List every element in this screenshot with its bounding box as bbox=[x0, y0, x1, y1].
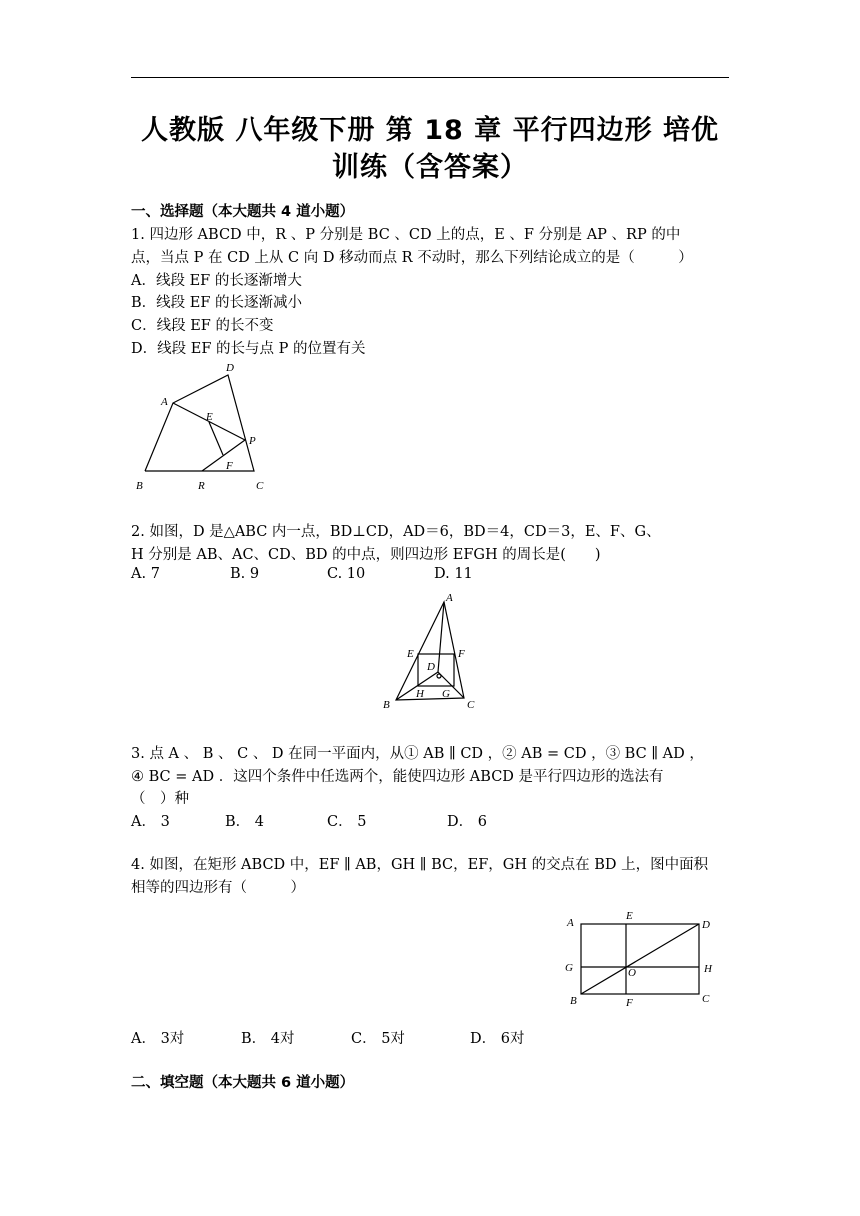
q2-line1: 2. 如图，D 是△ABC 内一点，BD⊥CD，AD＝6，BD＝4，CD＝3，E、F、G、 bbox=[131, 524, 661, 540]
q4-label-f: F bbox=[626, 997, 633, 1009]
q1-label-b: B bbox=[136, 480, 143, 492]
q4-label-h: H bbox=[704, 963, 712, 975]
q2-label-g: G bbox=[442, 688, 450, 700]
q1-label-r: R bbox=[198, 480, 205, 492]
header-rule bbox=[131, 77, 729, 78]
q4-label-b: B bbox=[570, 995, 577, 1007]
q1-label-d: D bbox=[226, 362, 234, 374]
q4-label-o: O bbox=[628, 967, 636, 979]
q2-right-angle-mark bbox=[437, 674, 441, 678]
q4-figure bbox=[560, 906, 720, 1011]
q4-line2: 相等的四边形有（ ） bbox=[131, 880, 305, 896]
q1-line2: 点，当点 P 在 CD 上从 C 向 D 移动而点 R 不动时，那么下列结论成立的是（ ） bbox=[131, 250, 693, 266]
q2-option-c: C. 10 bbox=[327, 566, 366, 582]
q4-label-e: E bbox=[626, 910, 633, 922]
q4-option-c: C． 5对 bbox=[351, 1031, 405, 1047]
q4-option-b: B． 4对 bbox=[241, 1031, 295, 1047]
q1-line1: 1. 四边形 ABCD 中，R 、P 分别是 BC 、CD 上的点，E 、F 分别是 AP 、RP 的中 bbox=[131, 227, 681, 243]
q2-option-a: A. 7 bbox=[131, 566, 160, 582]
q3-option-a: A． 3 bbox=[131, 814, 170, 830]
section1-heading: 一、选择题（本大题共 4 道小题） bbox=[131, 204, 355, 220]
q3-line3: （ ）种 bbox=[131, 791, 189, 807]
q4-segment-bd bbox=[581, 924, 699, 994]
q2-figure bbox=[378, 588, 488, 718]
q3-option-d: D． 6 bbox=[447, 814, 487, 830]
q1-label-p: P bbox=[249, 435, 256, 447]
q3-line2: ④ BC = AD ．这四个条件中任选两个，能使四边形 ABCD 是平行四边形的选法有 bbox=[131, 769, 664, 785]
q4-option-a: A． 3对 bbox=[131, 1031, 185, 1047]
q2-line2: H 分别是 AB、AC、CD、BD 的中点，则四边形 EFGH 的周长是( ) bbox=[131, 547, 601, 563]
q4-label-d: D bbox=[702, 919, 710, 931]
q1-quadrilateral-abcd bbox=[145, 375, 254, 471]
q1-option-c: C．线段 EF 的长不变 bbox=[131, 318, 274, 334]
q2-label-e: E bbox=[407, 648, 414, 660]
q1-option-d: D．线段 EF 的长与点 P 的位置有关 bbox=[131, 341, 366, 357]
q3-option-c: C． 5 bbox=[327, 814, 367, 830]
document-title-line2: 训练（含答案） bbox=[332, 152, 528, 183]
section2-heading: 二、填空题（本大题共 6 道小题） bbox=[131, 1075, 355, 1091]
q2-label-b: B bbox=[383, 699, 390, 711]
q1-option-b: B．线段 EF 的长逐渐减小 bbox=[131, 295, 303, 311]
q1-label-c: C bbox=[256, 480, 264, 492]
document-title-line1: 人教版 八年级下册 第 18 章 平行四边形 培优 bbox=[141, 115, 719, 146]
q1-option-a: A．线段 EF 的长逐渐增大 bbox=[131, 273, 302, 289]
q3-option-b: B． 4 bbox=[225, 814, 264, 830]
q4-line1: 4. 如图，在矩形 ABCD 中，EF ∥ AB，GH ∥ BC，EF，GH 的交点在 BD 上，图中面积 bbox=[131, 857, 709, 873]
q2-label-a: A bbox=[446, 592, 453, 604]
q1-label-e: E bbox=[206, 411, 213, 423]
q2-option-b: B. 9 bbox=[230, 566, 260, 582]
q2-label-c: C bbox=[467, 699, 475, 711]
q2-label-h: H bbox=[416, 688, 424, 700]
q2-label-f: F bbox=[458, 648, 465, 660]
q1-label-a: A bbox=[161, 396, 168, 408]
q4-option-d: D． 6对 bbox=[470, 1031, 525, 1047]
q4-label-c: C bbox=[702, 993, 710, 1005]
q4-label-g: G bbox=[565, 962, 573, 974]
q4-label-a: A bbox=[567, 917, 574, 929]
q2-option-d: D. 11 bbox=[434, 566, 473, 582]
q1-label-f: F bbox=[226, 460, 233, 472]
q1-figure bbox=[130, 360, 280, 495]
q3-line1: 3. 点 A 、 B 、 C 、 D 在同一平面内，从① AB ∥ CD ，② AB = CD ，③ BC ∥ AD ， bbox=[131, 746, 704, 762]
q2-label-d: D bbox=[427, 661, 435, 673]
q1-segment-rp bbox=[202, 440, 245, 471]
